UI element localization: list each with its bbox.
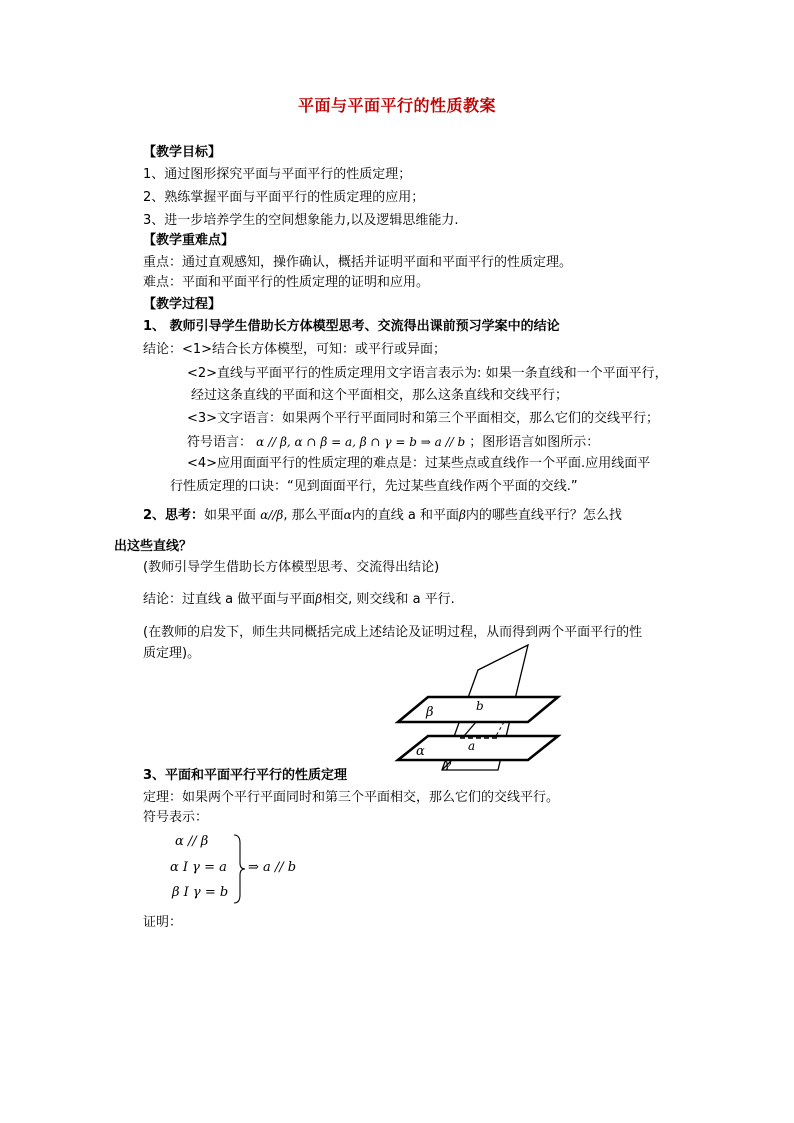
step2-hint: (教师引导学生借助长方体模型思考、交流得出结论) (143, 560, 440, 575)
symbol-tail: ；图形语言如图所示： (469, 435, 600, 450)
label-beta: β (426, 705, 434, 720)
question-text: 内的哪些直线平行？怎么找 (465, 508, 622, 523)
alpha-symbol: α (343, 508, 352, 522)
step3-heading: 3、平面和平面平行平行的性质定理 (143, 768, 348, 783)
key-point: 重点：通过直观感知，操作确认，概括并证明平面和平面平行的性质定理。 (143, 255, 573, 270)
question-text: 内的直线 a 和平面 (351, 508, 459, 523)
goal-item-2: 2、熟练掌握平面与平面平行的性质定理的应用； (143, 190, 425, 205)
symbol-label: 符号语言： (187, 435, 253, 450)
question-text: , 那么平面 (283, 508, 344, 523)
step3-theorem: 定理：如果两个平行平面同时和第三个平面相交，那么它们的交线平行。 (143, 790, 560, 805)
label-gamma: γ (444, 757, 452, 771)
process-heading: 【教学过程】 (143, 297, 222, 312)
label-alpha: α (416, 744, 425, 759)
step1-conclusion-2a: <2>直线与平面平行的性质定理用文字语言表示为: 如果一条直线和一个平面平行， (187, 366, 668, 381)
page-title: 平面与平面平行的性质教案 (297, 96, 496, 115)
conclusion-text: 结论：过直线 a 做平面与平面 (143, 592, 316, 607)
step2-summary-a: (在教师的启发下，师生共同概括完成上述结论及证明过程，从而得到两个平面平行的性 (143, 625, 643, 640)
gamma-edge-hidden (496, 722, 504, 736)
step2-summary-b: 质定理)。 (143, 646, 201, 661)
premise-2: α I γ = a (170, 860, 227, 875)
goals-heading: 【教学目标】 (143, 145, 222, 160)
key-heading: 【教学重难点】 (143, 233, 235, 248)
step2-question (143, 506, 622, 525)
step3-symbol-label: 符号表示： (143, 810, 209, 825)
difficulty-point: 难点：平面和平面平行的性质定理的证明和应用。 (143, 275, 430, 290)
label-b: b (476, 699, 484, 713)
step1-conclusion-3: <3>文字语言：如果两个平行平面同时和第三个平面相交，那么它们的交线平行； (187, 411, 660, 426)
question-text: 如果平面 (204, 508, 257, 523)
goal-item-1: 1、通过图形探究平面与平面平行的性质定理； (143, 167, 412, 182)
beta-symbol: β (315, 592, 323, 606)
beta-symbol: β (276, 508, 284, 522)
proof-label: 证明： (143, 915, 183, 930)
premise-3: β I γ = b (172, 885, 229, 900)
alpha-symbol: α (260, 508, 269, 522)
gamma-edge (464, 722, 476, 736)
step2-heading: 2、思考： (143, 508, 205, 523)
step1-heading: 1、 教师引导学生借助长方体模型思考、交流得出课前预习学案中的结论 (143, 319, 560, 334)
symbol-expression: α // β, α ∩ β = a, β ∩ γ = b ⇒ a // b (256, 435, 466, 449)
conclusion-text: 相交, 则交线和 a 平行. (322, 592, 455, 607)
step1-conclusion-4b: 行性质定理的口诀：“见到面面平行，先过某些直线作两个平面的交线.” (170, 479, 578, 494)
conclusion-result: ⇒ a // b (248, 860, 297, 875)
right-brace (232, 833, 246, 905)
premise-1: α // β (175, 834, 209, 849)
goal-item-3: 3、进一步培养学生的空间想象能力,以及逻辑思维能力. (143, 213, 459, 228)
planes-figure (380, 640, 580, 780)
step1-conclusion-4a: <4>应用面面平行的性质定理的难点是：过某些点或直线作一个平面.应用线面平 (187, 456, 651, 471)
parallel-symbol: // (268, 508, 277, 522)
step2-conclusion (143, 590, 455, 609)
step1-conclusion-1: 结论：<1>结合长方体模型，可知：或平行或异面； (143, 342, 447, 357)
step1-conclusion-2b: 经过这条直线的平面和这个平面相交，那么这条直线和交线平行； (191, 388, 569, 403)
step1-symbol-line (187, 433, 599, 452)
label-a: a (468, 739, 476, 753)
step2-question-line2: 出这些直线？ (114, 539, 193, 554)
beta-symbol: β (458, 508, 466, 522)
